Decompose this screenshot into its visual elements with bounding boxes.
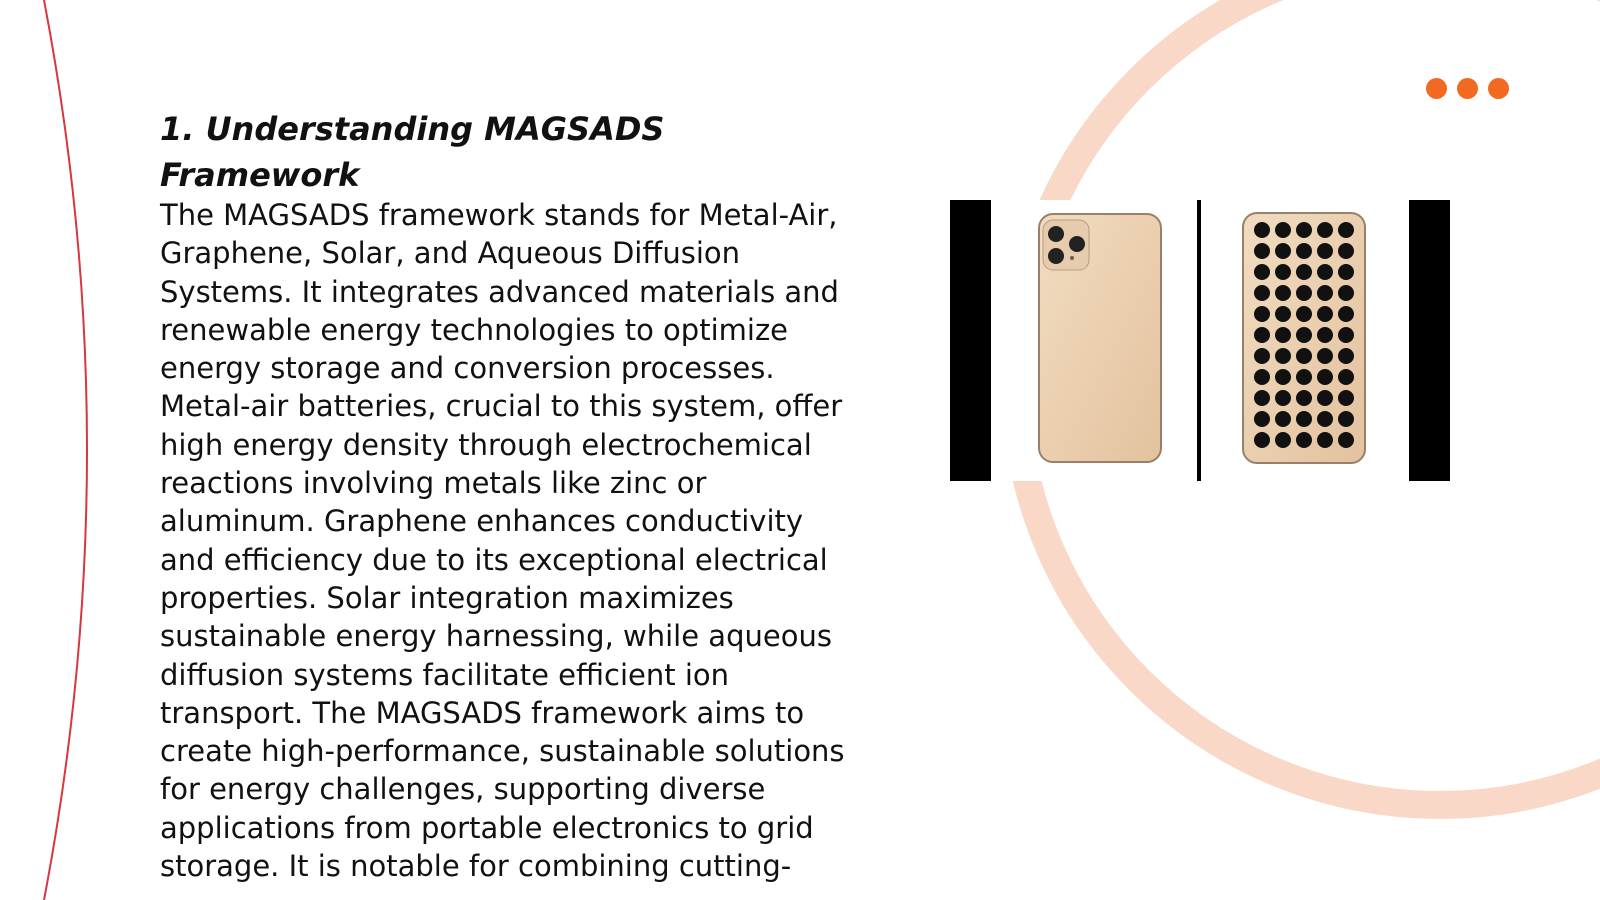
phone-hole-icon [1296, 411, 1312, 427]
phone-hole-icon [1254, 348, 1270, 364]
phone-hole-icon [1296, 264, 1312, 280]
phone-hole-icon [1338, 327, 1354, 343]
phone-hole-icon [1296, 348, 1312, 364]
phone-hole-icon [1254, 222, 1270, 238]
phone-hole-icon [1254, 264, 1270, 280]
phone-hole-icon [1254, 285, 1270, 301]
phone-hole-icon [1275, 348, 1291, 364]
phone-hole-icon [1275, 285, 1291, 301]
decorative-left-curve [44, 0, 87, 900]
phone-hole-icon [1275, 411, 1291, 427]
phone-hole-icon [1254, 327, 1270, 343]
perforated-phone-icon [1243, 213, 1365, 463]
dot-icon [1488, 78, 1509, 99]
phone-back-icon [1039, 214, 1161, 462]
dot-icon [1426, 78, 1447, 99]
phone-hole-icon [1275, 327, 1291, 343]
phone-hole-icon [1275, 222, 1291, 238]
phone-hole-icon [1317, 327, 1333, 343]
phone-hole-icon [1296, 327, 1312, 343]
phone-hole-icon [1275, 243, 1291, 259]
phone-hole-icon [1296, 222, 1312, 238]
phone-hole-icon [1275, 306, 1291, 322]
phone-hole-icon [1296, 243, 1312, 259]
phone-hole-icon [1317, 432, 1333, 448]
phone-hole-icon [1317, 348, 1333, 364]
slide-title: 1. Understanding MAGSADS Framework [160, 110, 665, 194]
phone-hole-icon [1317, 243, 1333, 259]
phone-hole-icon [1296, 432, 1312, 448]
phone-hole-icon [1317, 285, 1333, 301]
phone-hole-icon [1296, 306, 1312, 322]
slide-body-text: The MAGSADS framework stands for Metal-Air, Graphene, Solar, and Aqueous Diffusion Systems. It integrates advanced materials and renewable energy technologies to optimize energy storage and conversion processes. Metal-air batteries, crucial to this system, offer high energy density through electrochemical reactions involving metals like zinc or aluminum. Graphene enhances conductivity and efficiency due to its exceptional electrical properties. Solar integration maximizes sustainable energy harnessing, while aqueous diffusion systems facilitate efficient ion transport. The MAGSADS framework aims to create high-performance, sustainable solutions for energy challenges, supporting diverse applications from portable electronics to grid storage. It is notable for combining cutting- [160, 198, 845, 884]
phone-hole-icon [1338, 285, 1354, 301]
phone-hole-icon [1296, 285, 1312, 301]
phone-comparison-image [950, 200, 1450, 481]
phone-hole-icon [1317, 306, 1333, 322]
phone-hole-icon [1338, 390, 1354, 406]
phone-hole-icon [1338, 243, 1354, 259]
phone-hole-icon [1338, 369, 1354, 385]
phone-illustration [950, 200, 1450, 481]
phone-hole-icon [1317, 369, 1333, 385]
phone-hole-icon [1254, 243, 1270, 259]
phone-hole-icon [1275, 432, 1291, 448]
phone-hole-icon [1254, 411, 1270, 427]
phone-hole-icon [1296, 390, 1312, 406]
phone-hole-icon [1338, 222, 1354, 238]
phone-hole-icon [1275, 264, 1291, 280]
phone-hole-icon [1254, 369, 1270, 385]
phone-hole-icon [1338, 432, 1354, 448]
phone-hole-icon [1317, 222, 1333, 238]
phone-hole-icon [1317, 411, 1333, 427]
dot-icon [1457, 78, 1478, 99]
phone-hole-icon [1254, 390, 1270, 406]
slide-dots-ornament [1426, 78, 1516, 100]
phone-hole-icon [1338, 306, 1354, 322]
phone-hole-icon [1254, 432, 1270, 448]
phone-hole-icon [1275, 390, 1291, 406]
phone-hole-icon [1317, 390, 1333, 406]
phone-hole-icon [1317, 264, 1333, 280]
phone-hole-icon [1275, 369, 1291, 385]
phone-hole-icon [1254, 306, 1270, 322]
phone-hole-icon [1338, 411, 1354, 427]
slide-content [160, 106, 850, 885]
phone-hole-icon [1338, 264, 1354, 280]
phone-hole-icon [1338, 348, 1354, 364]
phone-hole-icon [1296, 369, 1312, 385]
